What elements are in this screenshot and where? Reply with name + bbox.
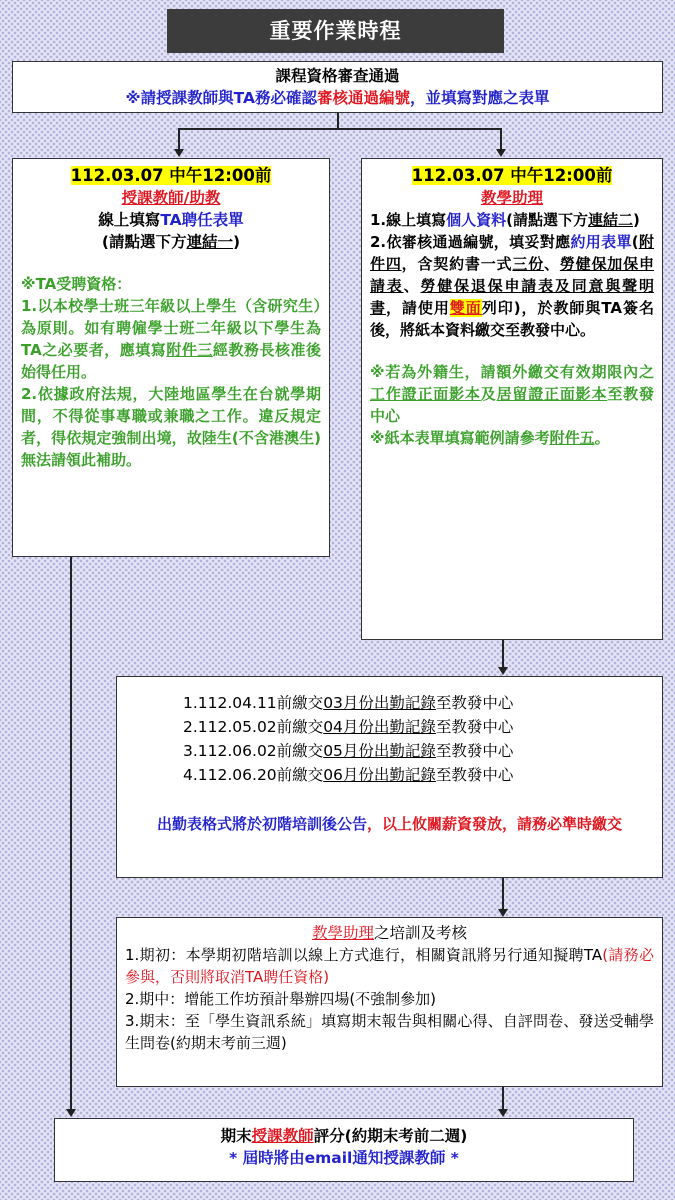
attachment-3-link[interactable]: 附件三 (166, 341, 213, 359)
attachment-4-link[interactable]: 附件四 (370, 233, 654, 273)
foreign-student-note: ※若為外籍生，請額外繳交有效期限內之工作證正面影本及居留證正面影本至教發中心 (370, 363, 654, 425)
training-phase-mid: 2.期中：增能工作坊預計舉辦四場(不強制參加) (125, 990, 437, 1008)
assistant-deadline: 112.03.07 中午12:00前 (411, 166, 613, 185)
link-1[interactable]: 連結一 (186, 233, 233, 251)
arrow-down-icon (174, 149, 184, 157)
final-grading-text: 期末授課教師評分(約期末考前二週) (220, 1127, 468, 1145)
course-review-box (12, 61, 663, 113)
training-title: 教學助理之培訓及考核 (311, 924, 468, 942)
assistant-box (361, 158, 663, 640)
assistant-role: 教學助理 (480, 189, 543, 207)
assistant-step-2: 2.依審核通過編號，填妥對應約用表單(附件四，含契約書一式三份、勞健保加保申請表、勞健保退保申請表及同意與聲明書，請使用雙面列印)，於教師與TA簽名後，將紙本資料繳交至教發中心。 (370, 233, 654, 339)
form-example-note: ※紙本表單填寫範例請參考附件五。 (370, 429, 610, 447)
link-hint: (請點選下方連結一) (101, 233, 241, 251)
connector-line (502, 878, 504, 910)
final-grading-box (54, 1118, 634, 1182)
email-notice: * 屆時將由email通知授課教師 * (229, 1149, 459, 1167)
arrow-down-icon (498, 1109, 508, 1117)
connector-line (70, 557, 72, 1110)
assistant-step-1: 1.線上填寫個人資料(請點選下方連結二) (370, 211, 640, 229)
arrow-down-icon (496, 149, 506, 157)
attendance-list (117, 691, 662, 787)
connector-line (178, 128, 502, 130)
attendance-note: 出勤表格式將於初階培訓後公告，以上攸關薪資發放，請務必準時繳交 (156, 815, 623, 833)
ta-qualification-2: 2.依據政府法規，大陸地區學生在台就學期間，不得從事專職或兼職之工作。違反規定者，得依規定強制出境，故陸生(不含港澳生)無法請領此補助。 (21, 385, 321, 469)
arrow-down-icon (498, 909, 508, 917)
teacher-box (12, 158, 330, 557)
link-2[interactable]: 連結二 (588, 211, 634, 229)
teacher-deadline: 112.03.07 中午12:00前 (70, 166, 272, 185)
page-title: 重要作業時程 (167, 9, 504, 53)
training-phase-start: 1.期初：本學期初階培訓以線上方式進行，相關資訊將另行通知擬聘TA(請務必參與，否則將取消TA聘任資格) (125, 946, 655, 986)
attendance-row: 1.112.04.11前繳交03月份出勤記錄至教發中心 (183, 694, 514, 712)
connector-line (502, 640, 504, 668)
training-phase-end: 3.期末：至「學生資訊系統」填寫期末報告與相關心得、自評問卷、發送受輔學生問卷(約期末考前三週) (125, 1012, 654, 1052)
connector-line (500, 128, 502, 150)
attendance-box (116, 676, 663, 878)
arrow-down-icon (66, 1109, 76, 1117)
attendance-row: 3.112.06.02前繳交05月份出勤記錄至教發中心 (183, 742, 514, 760)
review-passed-text: 課程資格審查通過 (275, 67, 400, 85)
connector-line (178, 128, 180, 150)
arrow-down-icon (498, 667, 508, 675)
attendance-row: 2.112.05.02前繳交04月份出勤記錄至教發中心 (183, 718, 514, 736)
connector-line (337, 113, 339, 129)
connector-line (502, 1087, 504, 1110)
ta-qualification-title: ※TA受聘資格： (21, 275, 132, 293)
training-box (116, 917, 663, 1087)
review-notice: ※請授課教師與TA務必確認審核通過編號，並填寫對應之表單 (125, 89, 550, 107)
ta-qualification-1: 1.以本校學士班三年級以上學生（含研究生）為原則。如有聘僱學士班二年級以下學生為TA之必要者，應填寫附件三經教務長核准後始得任用。 (21, 297, 321, 381)
attendance-row: 4.112.06.20前繳交06月份出勤記錄至教發中心 (183, 766, 514, 784)
attachment-5-link[interactable]: 附件五 (549, 429, 595, 447)
ta-form-instruction: 線上填寫TA聘任表單 (98, 211, 244, 229)
teacher-role: 授課教師/助教 (121, 189, 221, 207)
